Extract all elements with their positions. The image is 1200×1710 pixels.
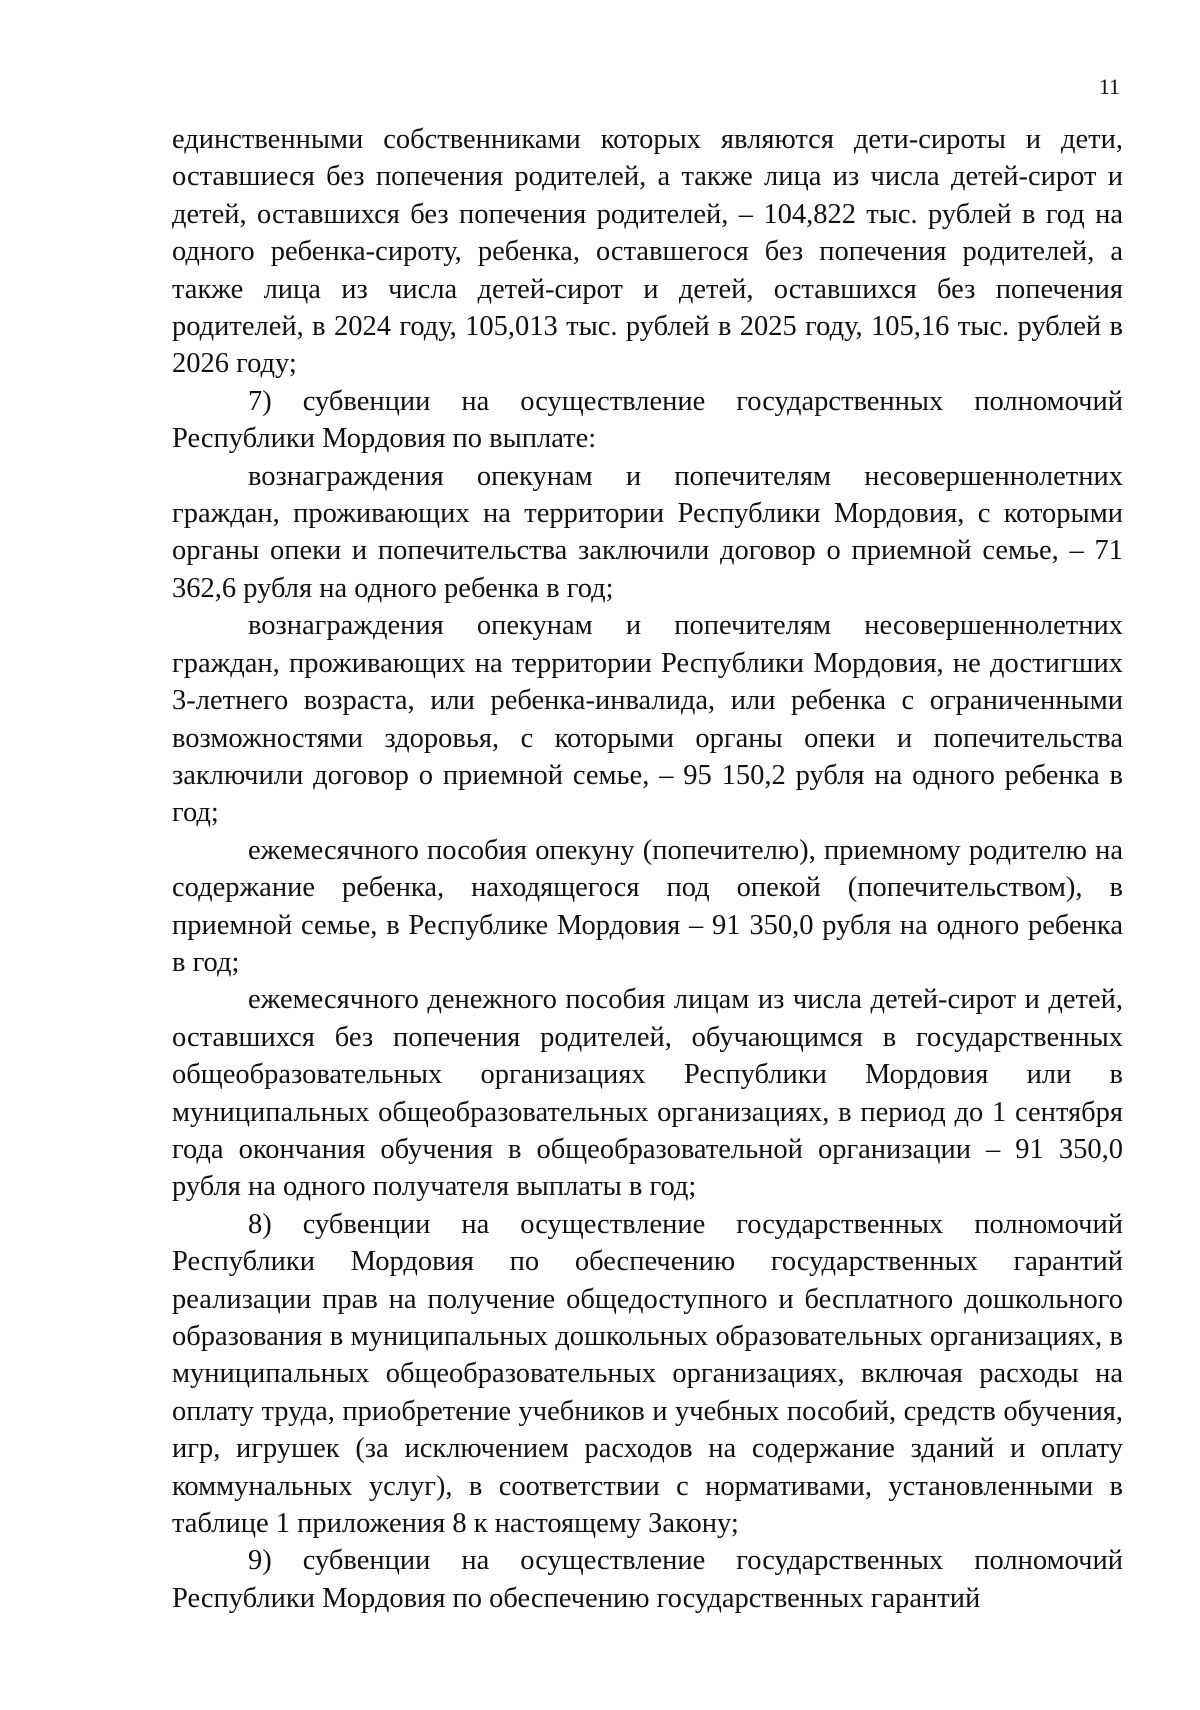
paragraph-reward-special-children: вознаграждения опекунам и попечителям несовершеннолетних граждан, проживающих на территории Республики Мордовия, не достигших 3-летнего возраста, или ребенка-инвалида, или ребенка с ограниченными возможностями здоровья, с которыми органы опеки и попечительства заключили договор о приемной семье, – 95 150,2 рубля на одного ребенка в год; [172, 610, 1123, 829]
paragraph-reward-foster-guardians: вознаграждения опекунам и попечителям несовершеннолетних граждан, проживающих на территории Республики Мордовия, с которыми органы опеки и попечительства заключили договор о приемной семье, – 71 362,6 рубля на одного ребенка в год; [172, 460, 1123, 604]
paragraph-continuation: единственными собственниками которых являются дети-сироты и дети, оставшиеся без попечения родителей, а также лица из числа детей-сирот и детей, оставшихся без попечения родителей, – 104,822 тыс. рублей в год на одного ребенка-сироту, ребенка, оставшегося без попечения родителей, а также лица из числа детей-сирот и детей, оставшихся без попечения родителей, в 2024 году, 105,013 тыс. рублей в 2025 году, 105,16 тыс. рублей в 2026 году; [172, 124, 1123, 380]
paragraph-monthly-student-allowance: ежемесячного денежного пособия лицам из числа детей-сирот и детей, оставшихся без попечения родителей, обучающимся в государственных общеобразовательных организациях Республики Мордовия или в муниципальных общеобразовательных организациях, в период до 1 сентября года окончания обучения в общеобразовательной организации – 91 350,0 рубля на одного получателя выплаты в год; [172, 984, 1123, 1203]
page-number: 11 [1098, 74, 1120, 99]
paragraph-monthly-guardian-allowance: ежемесячного пособия опекуну (попечителю), приемному родителю на содержание ребенка, находящегося под опекой (попечительством), в приемной семье, в Республике Мордовия – 91 350,0 рубля на одного ребенка в год; [172, 834, 1123, 978]
paragraph-item-7: 7) субвенции на осуществление государственных полномочий Республики Мордовия по выплате: [172, 385, 1123, 455]
paragraph-item-8: 8) субвенции на осуществление государственных полномочий Республики Мордовия по обеспечению государственных гарантий реализации прав на получение общедоступного и бесплатного дошкольного образования в муниципальных дошкольных образовательных организациях, в муниципальных общеобразовательных организациях, включая расходы на оплату труда, приобретение учебников и учебных пособий, средств обучения, игр, игрушек (за исключением расходов на содержание зданий и оплату коммунальных услуг), в соответствии с нормативами, установленными в таблице 1 приложения 8 к настоящему Закону; [172, 1208, 1123, 1540]
paragraph-item-9: 9) субвенции на осуществление государственных полномочий Республики Мордовия по обеспечению государственных гарантий [172, 1545, 1123, 1614]
document-body [172, 121, 1123, 1617]
